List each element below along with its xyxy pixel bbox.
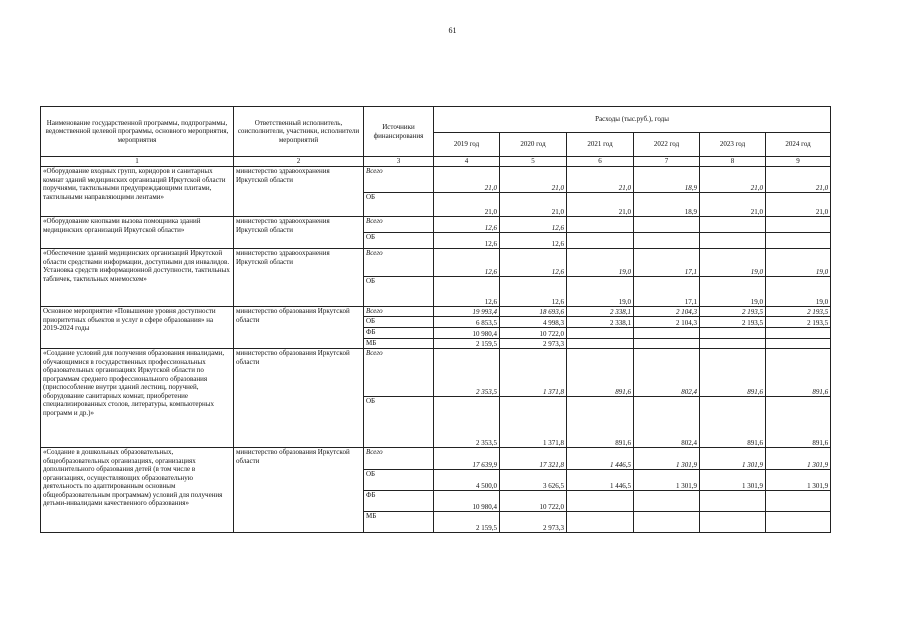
funding-source: Всего [364, 167, 434, 193]
header-name: Наименование государственной программы, подпрограммы, ведомственной целевой программы, основного мероприятия, мероприятия [41, 107, 234, 157]
table-row [41, 217, 831, 233]
header-executor: Ответственный исполнитель, соисполнители, участники, исполнители мероприятий [234, 107, 364, 157]
amount-cell: 802,4 [634, 397, 700, 448]
amount-cell: 1 446,5 [567, 470, 634, 491]
amount-cell: 891,6 [766, 349, 831, 397]
amount-cell [567, 512, 634, 533]
table-row [41, 167, 831, 193]
funding-source: ФБ [364, 328, 434, 339]
amount-cell: 2 193,5 [766, 317, 831, 328]
amount-cell: 10 722,0 [500, 328, 567, 339]
amount-cell: 2 193,5 [766, 307, 831, 317]
funding-source: Всего [364, 249, 434, 277]
amount-cell: 21,0 [766, 167, 831, 193]
amount-cell: 2 353,5 [434, 397, 500, 448]
amount-cell: 19,0 [700, 249, 766, 277]
funding-source: ОБ [364, 317, 434, 328]
amount-cell: 12,6 [500, 249, 567, 277]
amount-cell [567, 217, 634, 233]
header-year: 2023 год [700, 133, 766, 157]
executor: министерство образования Иркутской области [234, 448, 364, 533]
amount-cell: 2 193,5 [700, 317, 766, 328]
table-row [41, 307, 831, 317]
amount-cell [766, 512, 831, 533]
amount-cell: 12,6 [500, 277, 567, 307]
amount-cell: 1 301,9 [700, 448, 766, 470]
column-number: 2 [234, 157, 364, 167]
funding-source: ОБ [364, 397, 434, 448]
amount-cell: 6 853,5 [434, 317, 500, 328]
amount-cell: 21,0 [567, 193, 634, 217]
amount-cell: 19 993,4 [434, 307, 500, 317]
executor: министерство образования Иркутской области [234, 349, 364, 448]
amount-cell: 1 301,9 [634, 470, 700, 491]
measure-name: «Обеспечение зданий медицинских организаций Иркутской области средствами информации, доступными для инвалидов. Установка средств информационной доступности, тактильных табличек, тактильных мнемосхем» [41, 249, 234, 307]
amount-cell [766, 491, 831, 512]
column-number: 7 [634, 157, 700, 167]
amount-cell [634, 339, 700, 349]
funding-source: Всего [364, 349, 434, 397]
amount-cell: 2 159,5 [434, 512, 500, 533]
amount-cell [766, 233, 831, 249]
column-number: 1 [41, 157, 234, 167]
amount-cell: 21,0 [766, 193, 831, 217]
amount-cell [634, 233, 700, 249]
measure-name: «Оборудование кнопками вызова помощника зданий медицинских организаций Иркутской области» [41, 217, 234, 249]
header-year: 2021 год [567, 133, 634, 157]
amount-cell: 2 159,5 [434, 339, 500, 349]
amount-cell: 2 973,3 [500, 512, 567, 533]
table-row [41, 448, 831, 470]
amount-cell: 12,6 [500, 233, 567, 249]
amount-cell: 12,6 [434, 277, 500, 307]
funding-source: ОБ [364, 193, 434, 217]
amount-cell: 891,6 [700, 397, 766, 448]
measure-name: Основное мероприятие «Повышение уровня доступности приоритетных объектов и услуг в сфере образования» на 2019-2024 годы [41, 307, 234, 349]
column-number: 8 [700, 157, 766, 167]
amount-cell [766, 339, 831, 349]
amount-cell [700, 217, 766, 233]
amount-cell: 10 980,4 [434, 328, 500, 339]
amount-cell: 1 301,9 [766, 470, 831, 491]
header-year: 2024 год [766, 133, 831, 157]
amount-cell [700, 233, 766, 249]
header-year: 2020 год [500, 133, 567, 157]
amount-cell: 18,9 [634, 193, 700, 217]
amount-cell [700, 512, 766, 533]
funding-source: ОБ [364, 233, 434, 249]
amount-cell [700, 339, 766, 349]
amount-cell: 12,6 [434, 249, 500, 277]
funding-source: Всего [364, 217, 434, 233]
amount-cell: 21,0 [700, 193, 766, 217]
amount-cell: 21,0 [700, 167, 766, 193]
page-number: 61 [448, 26, 457, 35]
table-row [41, 249, 831, 277]
amount-cell: 19,0 [766, 277, 831, 307]
amount-cell [567, 233, 634, 249]
amount-cell: 18 693,6 [500, 307, 567, 317]
amount-cell: 2 353,5 [434, 349, 500, 397]
amount-cell: 18,9 [634, 167, 700, 193]
amount-cell: 21,0 [434, 193, 500, 217]
column-number: 5 [500, 157, 567, 167]
amount-cell: 21,0 [434, 167, 500, 193]
amount-cell [567, 328, 634, 339]
amount-cell: 1 301,9 [700, 470, 766, 491]
amount-cell: 21,0 [500, 167, 567, 193]
amount-cell: 10 980,4 [434, 491, 500, 512]
amount-cell [700, 491, 766, 512]
measure-name: «Создание в дошкольных образовательных, общеобразовательных организациях, организациях дополнительного образования детей (в том числе в организациях, осуществляющих образовательную деятельность по адаптированным основным общеобразовательным программам) условий для получения детьми-инвалидами качественного образования» [41, 448, 234, 533]
amount-cell [634, 217, 700, 233]
header-year: 2022 год [634, 133, 700, 157]
amount-cell [634, 491, 700, 512]
executor: министерство здравоохранения Иркутской области [234, 167, 364, 217]
amount-cell: 1 301,9 [634, 448, 700, 470]
amount-cell: 19,0 [766, 249, 831, 277]
amount-cell [700, 328, 766, 339]
amount-cell: 2 973,3 [500, 339, 567, 349]
amount-cell: 21,0 [567, 167, 634, 193]
funding-source: Всего [364, 307, 434, 317]
amount-cell: 2 338,1 [567, 317, 634, 328]
executor: министерство здравоохранения Иркутской области [234, 249, 364, 307]
budget-table [40, 106, 831, 533]
table-row [41, 349, 831, 397]
amount-cell [567, 491, 634, 512]
measure-name: «Создание условий для получения образования инвалидами, обучающимися в государственных профессиональных образовательных организациях Иркутской области по программам среднего профессионального образования (приспособление внутри зданий лестниц, поручней, оборудование санитарных комнат, приобретение специализированных столов, литературы, компьютерных программ и др.)» [41, 349, 234, 448]
column-number: 4 [434, 157, 500, 167]
amount-cell: 891,6 [567, 397, 634, 448]
header-source: Источники финансирования [364, 107, 434, 157]
amount-cell: 10 722,0 [500, 491, 567, 512]
amount-cell: 12,6 [434, 233, 500, 249]
funding-source: ФБ [364, 491, 434, 512]
column-number: 6 [567, 157, 634, 167]
funding-source: ОБ [364, 277, 434, 307]
amount-cell: 891,6 [567, 349, 634, 397]
amount-cell: 891,6 [700, 349, 766, 397]
amount-cell: 4 500,0 [434, 470, 500, 491]
executor: министерство здравоохранения Иркутской области [234, 217, 364, 249]
executor: министерство образования Иркутской области [234, 307, 364, 349]
measure-name: «Оборудование входных групп, коридоров и санитарных комнат зданий медицинских организаций Иркутской области поручнями, тактильными предупреждающими плитами, тактильными направляющими лентами» [41, 167, 234, 217]
amount-cell: 891,6 [766, 397, 831, 448]
amount-cell: 1 301,9 [766, 448, 831, 470]
column-number: 9 [766, 157, 831, 167]
amount-cell [567, 339, 634, 349]
amount-cell: 17,1 [634, 277, 700, 307]
amount-cell: 12,6 [500, 217, 567, 233]
amount-cell: 2 338,1 [567, 307, 634, 317]
amount-cell: 3 626,5 [500, 470, 567, 491]
amount-cell: 1 371,8 [500, 397, 567, 448]
amount-cell: 1 446,5 [567, 448, 634, 470]
amount-cell [634, 512, 700, 533]
funding-source: ОБ [364, 470, 434, 491]
amount-cell: 4 998,3 [500, 317, 567, 328]
amount-cell: 2 193,5 [700, 307, 766, 317]
amount-cell: 12,6 [434, 217, 500, 233]
amount-cell: 2 104,3 [634, 307, 700, 317]
amount-cell [766, 328, 831, 339]
header-year: 2019 год [434, 133, 500, 157]
amount-cell: 17 639,9 [434, 448, 500, 470]
amount-cell: 802,4 [634, 349, 700, 397]
amount-cell: 19,0 [567, 277, 634, 307]
funding-source: Всего [364, 448, 434, 470]
amount-cell: 17 321,8 [500, 448, 567, 470]
header-costs: Расходы (тыс.руб.), годы [434, 107, 831, 133]
amount-cell: 21,0 [500, 193, 567, 217]
funding-source: МБ [364, 512, 434, 533]
amount-cell: 17,1 [634, 249, 700, 277]
amount-cell: 19,0 [700, 277, 766, 307]
amount-cell [766, 217, 831, 233]
amount-cell: 19,0 [567, 249, 634, 277]
funding-source: МБ [364, 339, 434, 349]
amount-cell: 2 104,3 [634, 317, 700, 328]
column-number: 3 [364, 157, 434, 167]
amount-cell: 1 371,8 [500, 349, 567, 397]
amount-cell [634, 328, 700, 339]
